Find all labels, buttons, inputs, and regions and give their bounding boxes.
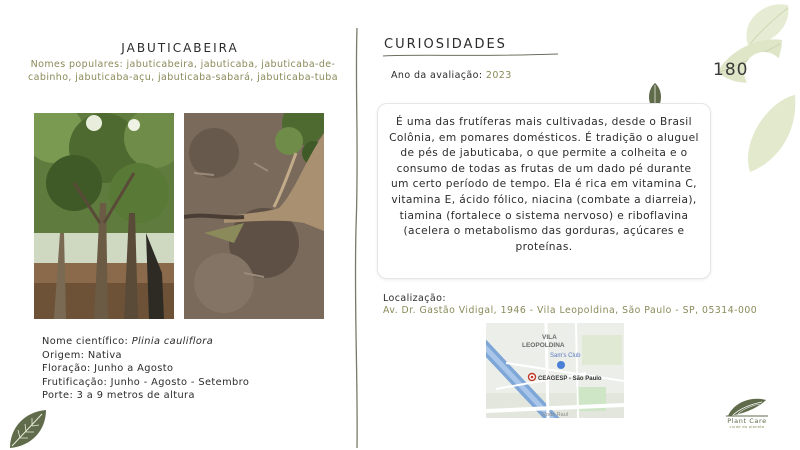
curiosities-text: É uma das frutíferas mais cultivadas, desde o Brasil Colônia, em pomares domésticos. É tradição o aluguel de pés de jabuticaba, o que permite a colheita e o consumo de todas as frutas de um dado pé durante um certo período de tempo. Ela é rica em vitamina C, vitamina E, ácido fólico, niacina (combate a diarreia), tiamina (fortalece o sistema nervoso) e riboflavina (acelera o metabolismo das gorduras, açúcares e proteínas. — [389, 116, 699, 253]
size-row: Porte: 3 a 9 metros de altura — [42, 390, 195, 401]
flowering-row: Floração: Junho a Agosto — [42, 363, 174, 374]
brand-tagline: cuide do planeta — [729, 425, 765, 429]
plant-title: JABUTICABEIRA — [121, 41, 239, 55]
evaluation-year — [391, 70, 512, 81]
tree-photo — [34, 113, 174, 319]
map-poi-marker[interactable] — [557, 361, 565, 369]
scientific-name-label: Nome científico: — [42, 336, 132, 347]
number-badge — [744, 52, 784, 92]
map-district-label: VILA — [542, 334, 557, 341]
vertical-divider — [352, 28, 362, 448]
leaf-icon — [6, 406, 50, 450]
location-address: Av. Dr. Gastão Vidigal, 1946 - Vila Leopoldina, São Paulo - SP, 05314-000 — [383, 305, 758, 316]
map-road-label: Rodo Raul — [542, 412, 568, 418]
year-label: Ano da avaliação: — [391, 70, 486, 81]
title-underline — [383, 52, 558, 58]
plant-facts — [42, 335, 249, 403]
trunk-photo — [184, 113, 324, 319]
map-poi-label: Sam's Club — [550, 353, 581, 359]
map-poi-label: CEAGESP - São Paulo — [538, 376, 602, 382]
curiosities-title: CURIOSIDADES — [384, 37, 507, 52]
location-map[interactable] — [486, 323, 624, 418]
brand-name: Plant Care — [727, 417, 767, 425]
map-district-label: LEOPOLDINA — [522, 342, 565, 349]
popular-names: Nomes populares: jabuticabeira, jabuticaba, jabuticaba-de-cabinho, jabuticaba-açu, jabuticaba-sabará, jabuticaba-tuba — [28, 59, 338, 83]
fruiting-row: Frutificação: Junho - Agosto - Setembro — [42, 376, 250, 388]
scientific-name-value: Plinia cauliflora — [131, 336, 214, 347]
location-label: Localização: — [383, 293, 446, 304]
year-value: 2023 — [485, 70, 512, 81]
scientific-name-row — [42, 335, 249, 349]
origin-row: Origem: Nativa — [42, 349, 122, 361]
sheet-number: 180 — [713, 60, 749, 80]
